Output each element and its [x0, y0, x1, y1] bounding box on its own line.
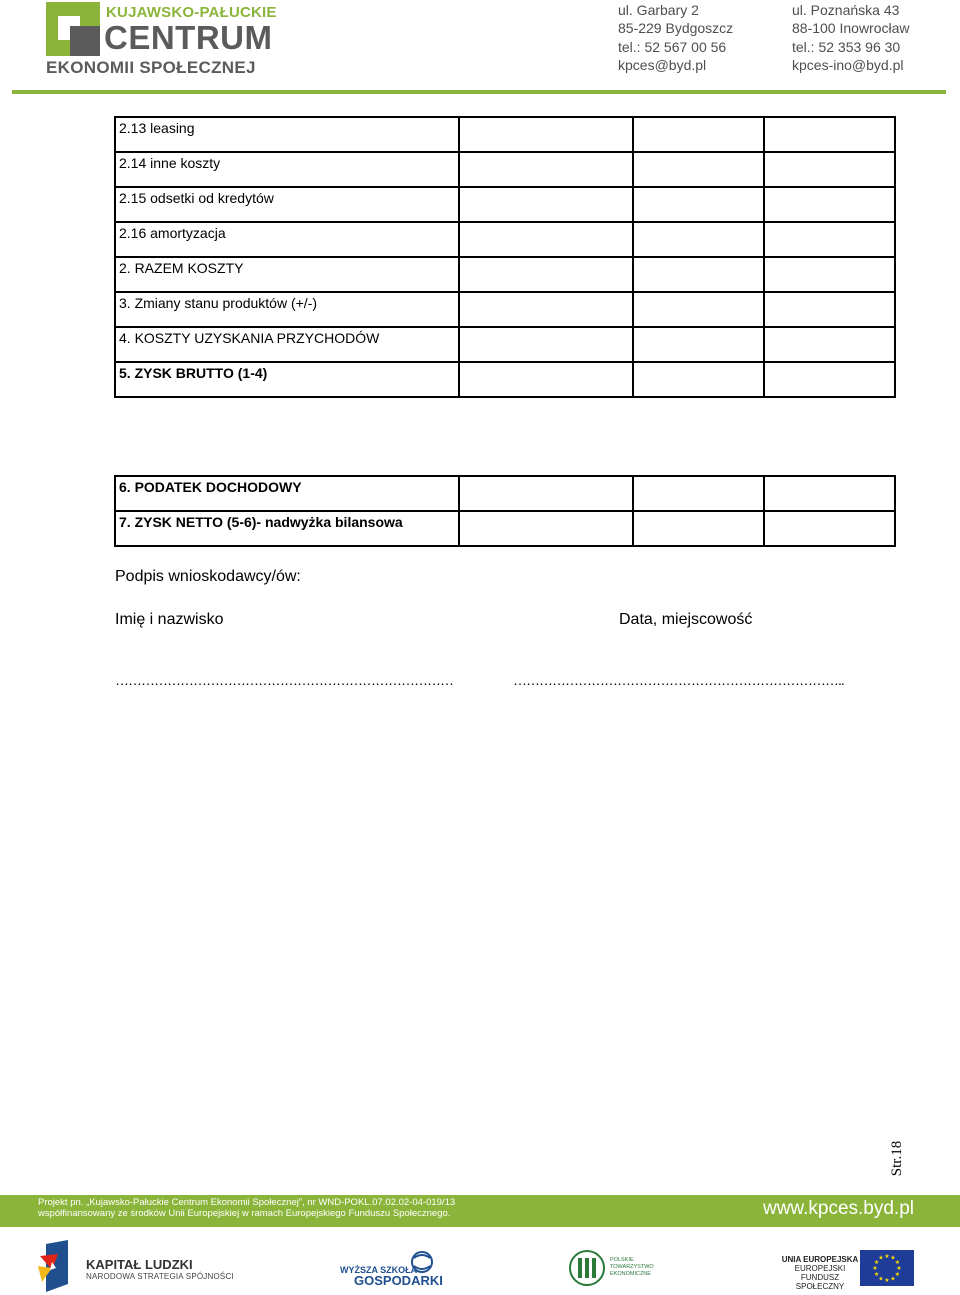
- office2-email[interactable]: kpces-ino@byd.pl: [792, 56, 904, 73]
- eu-flag-icon: [860, 1250, 914, 1286]
- wsg-logo-top: WYŻSZA SZKOŁA: [340, 1265, 418, 1275]
- value-cell[interactable]: [633, 292, 764, 327]
- value-cell[interactable]: [764, 222, 895, 257]
- footer-funding-line: współfinansowany ze środków Unii Europejskiej w ramach Europejskiego Funduszu Społecznego.: [38, 1208, 451, 1219]
- value-cell[interactable]: [764, 362, 895, 397]
- svg-text:★: ★: [894, 1271, 901, 1278]
- value-cell[interactable]: [764, 327, 895, 362]
- value-cell[interactable]: [459, 152, 633, 187]
- office-address-inowroclaw: [792, 1, 910, 74]
- value-cell[interactable]: [633, 222, 764, 257]
- kpces-logo: [46, 2, 286, 76]
- row-label: 2.13 leasing: [115, 117, 459, 152]
- office1-email[interactable]: kpces@byd.pl: [618, 56, 707, 73]
- row-label: 2. RAZEM KOSZTY: [115, 257, 459, 292]
- office-address-bydgoszcz: [618, 1, 733, 74]
- value-cell[interactable]: [633, 362, 764, 397]
- office1-city: 85-229 Bydgoszcz: [618, 20, 734, 37]
- header-divider: [12, 90, 946, 94]
- signature-heading: Podpis wnioskodawcy/ów:: [115, 568, 301, 585]
- value-cell[interactable]: [764, 292, 895, 327]
- value-cell[interactable]: [764, 257, 895, 292]
- value-cell[interactable]: [764, 117, 895, 152]
- table-row: [115, 257, 895, 292]
- row-label: 2.14 inne koszty: [115, 152, 459, 187]
- row-label: 2.15 odsetki od kredytów: [115, 187, 459, 222]
- svg-text:★: ★: [894, 1259, 901, 1266]
- ue-line-1: UNIA EUROPEJSKA: [781, 1255, 859, 1264]
- pte-line-1: POLSKIE: [610, 1257, 634, 1263]
- logo-line-3: EKONOMII SPOŁECZNEJ: [46, 58, 256, 77]
- svg-text:★: ★: [890, 1254, 896, 1262]
- name-label: Imię i nazwisko: [115, 611, 224, 628]
- logo-mark-icon: [46, 2, 100, 56]
- costs-table: [114, 116, 896, 398]
- row-label: 2.16 amortyzacja: [115, 222, 459, 257]
- value-cell[interactable]: [459, 327, 633, 362]
- value-cell[interactable]: [764, 152, 895, 187]
- value-cell[interactable]: [459, 187, 633, 222]
- value-cell[interactable]: [633, 476, 764, 511]
- ue-line-2: EUROPEJSKI: [794, 1264, 846, 1273]
- net-profit-table: [114, 475, 896, 547]
- value-cell[interactable]: [633, 117, 764, 152]
- pte-logo-text: [610, 1257, 654, 1278]
- logo-line-2: CENTRUM: [104, 19, 273, 56]
- value-cell[interactable]: [459, 511, 633, 546]
- value-cell[interactable]: [459, 476, 633, 511]
- row-label: 4. KOSZTY UZYSKANIA PRZYCHODÓW: [115, 327, 459, 362]
- table-row: [115, 292, 895, 327]
- kapital-ludzki-logo-icon: [38, 1240, 76, 1292]
- row-label: 6. PODATEK DOCHODOWY: [115, 476, 459, 511]
- value-cell[interactable]: [633, 187, 764, 222]
- wsg-logo-icon: [402, 1250, 438, 1274]
- value-cell[interactable]: [633, 257, 764, 292]
- table-row: [115, 362, 895, 397]
- name-signature-line: ……………………………………………………………………: [115, 672, 453, 688]
- value-cell[interactable]: [459, 222, 633, 257]
- svg-text:★: ★: [872, 1265, 878, 1272]
- value-cell[interactable]: [459, 117, 633, 152]
- value-cell[interactable]: [459, 257, 633, 292]
- page-number: [888, 1140, 918, 1180]
- table-row: [115, 511, 895, 546]
- office1-street: ul. Garbary 2: [618, 2, 699, 18]
- office1-phone: tel.: 52 567 00 56: [618, 38, 727, 55]
- value-cell[interactable]: [459, 292, 633, 327]
- table-row: [115, 187, 895, 222]
- footer-bar: [0, 1195, 960, 1227]
- value-cell[interactable]: [633, 152, 764, 187]
- date-place-label: Data, miejscowość: [619, 611, 753, 628]
- svg-text:★: ★: [873, 1271, 880, 1278]
- value-cell[interactable]: [633, 327, 764, 362]
- date-signature-line: …………………………………………………………………..: [513, 672, 844, 688]
- pte-logo-icon: [568, 1250, 606, 1286]
- footer-project-line: Projekt pn. „Kujawsko-Pałuckie Centrum Ekonomii Społecznej”, nr WND-POKL.07.02.02-04-019/13: [38, 1197, 456, 1208]
- row-label: 5. ZYSK BRUTTO (1-4): [115, 362, 459, 397]
- table-row: [115, 327, 895, 362]
- svg-text:★: ★: [884, 1253, 890, 1260]
- wsg-logo-bottom: GOSPODARKI: [354, 1273, 443, 1288]
- svg-text:★: ★: [878, 1275, 884, 1283]
- logo-line-1: KUJAWSKO-PAŁUCKIE: [106, 4, 277, 21]
- svg-text:★: ★: [890, 1275, 896, 1283]
- office2-phone: tel.: 52 353 96 30: [792, 38, 901, 55]
- kapital-ludzki-title: KAPITAŁ LUDZKI: [86, 1257, 193, 1272]
- row-label: 7. ZYSK NETTO (5-6)- nadwyżka bilansowa: [115, 511, 459, 546]
- pte-line-2: TOWARZYSTWO: [610, 1264, 654, 1270]
- value-cell[interactable]: [764, 187, 895, 222]
- office2-street: ul. Poznańska 43: [792, 2, 900, 18]
- value-cell[interactable]: [633, 511, 764, 546]
- svg-text:★: ★: [873, 1259, 880, 1266]
- ue-logo-text: [780, 1255, 860, 1291]
- table-row: [115, 117, 895, 152]
- page-number-text: Str.18: [889, 1140, 906, 1177]
- table-row: [115, 222, 895, 257]
- value-cell[interactable]: [764, 511, 895, 546]
- table-row: [115, 152, 895, 187]
- svg-text:★: ★: [884, 1277, 890, 1284]
- footer-website-link[interactable]: www.kpces.byd.pl: [762, 1198, 914, 1219]
- svg-text:★: ★: [878, 1254, 884, 1262]
- table-row: [115, 476, 895, 511]
- svg-text:★: ★: [896, 1265, 902, 1272]
- row-label: 3. Zmiany stanu produktów (+/-): [115, 292, 459, 327]
- ue-line-3: FUNDUSZ SPOŁECZNY: [795, 1273, 845, 1291]
- kapital-ludzki-subtitle: NARODOWA STRATEGIA SPÓJNOŚCI: [86, 1272, 234, 1281]
- pte-line-3: EKONOMICZNE: [610, 1271, 651, 1277]
- value-cell[interactable]: [459, 362, 633, 397]
- value-cell[interactable]: [764, 476, 895, 511]
- office2-city: 88-100 Inowrocław: [792, 20, 910, 37]
